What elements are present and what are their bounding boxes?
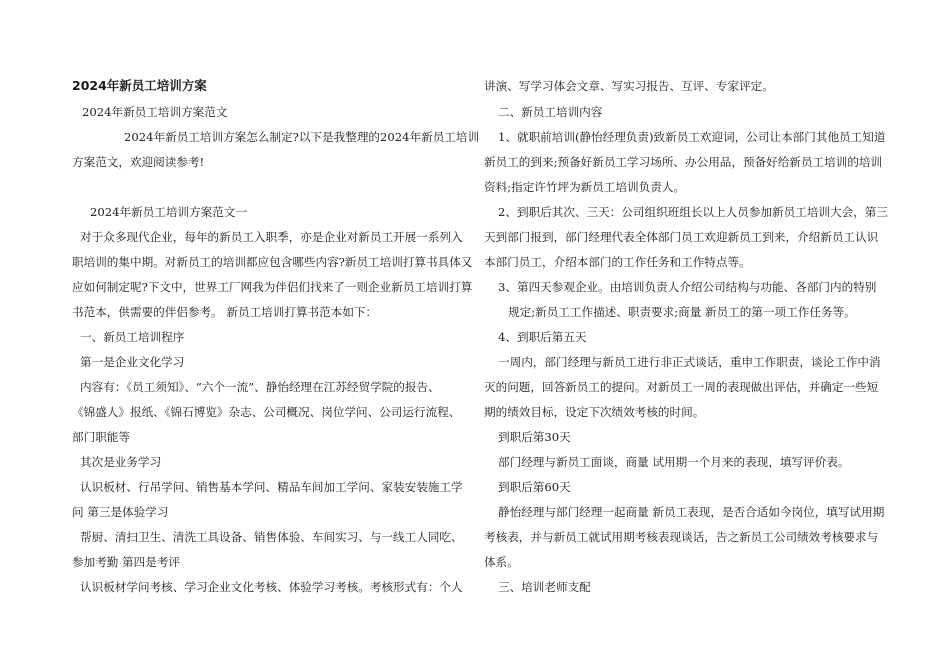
text-line: 认识板材、行吊学问、销售基本学问、精品车间加工学问、家装安装施工学 [80,480,463,494]
text-line: 一、新员工培训程序 [80,330,185,344]
text-line: 书范本，供需要的伴侣参考。 新员工培训打算书范本如下： [72,305,378,319]
text-line: 帮厨、清扫卫生、清洗工具设备、销售体验、车间实习、与一线工人同吃、 [80,530,463,544]
text-line: 第一是企业文化学习 [80,355,185,369]
text-line: 2、到职后其次、三天：公司组织班组长以上人员参加新员工培训大会，第三 [498,205,888,219]
text-line: 体系。 [484,555,519,569]
section-heading: 4、到职后第五天 [498,330,587,344]
section-heading: 2024年新员工培训方案范文一 [90,205,248,219]
text-line: 灭的问题，回答新员工的提问。对新员工一周的表现做出评估，并确定一些短 [484,380,879,394]
text-line: 规定;新员工工作描述、职责要求;商量 新员工的第一项工作任务等。 [508,305,856,319]
text-line: 3、第四天参观企业。由培训负责人介绍公司结构与功能、各部门内的特别 [498,280,877,294]
text-line: 职培训的集中期。对新员工的培训都应包含哪些内容?新员工培训打算书具体又 [72,255,473,269]
text-line: 方案范文，欢迎阅读参考! [72,155,205,169]
text-line: 内容有：《员工须知》、“六个一流”、静怡经理在江苏经贸学院的报告、 [80,380,440,394]
text-line: 天到部门报到，部门经理代表全体部门员工欢迎新员工到来，介绍新员工认识 [484,230,879,244]
document-title: 2024年新员工培训方案 [72,78,207,93]
text-line: 资料;指定许竹坪为新员工培训负责人。 [484,180,686,194]
text-line: 部门经理与新员工面谈，商量 试用期一个月来的表现，填写评价表。 [498,455,850,469]
text-line: 认识板材学问考核、学习企业文化考核、体验学习考核。考核形式有：个人 [80,580,463,594]
text-line: 静怡经理与部门经理一起商量 新员工表现，是否合适如今岗位，填写试用期 [498,505,885,519]
text-line: 一周内，部门经理与新员工进行非正式谈话，重申工作职责，谈论工作中消 [498,355,881,369]
text-line: 部门职能等 [72,430,130,444]
text-line: 讲演、写学习体会文章、写实习报告、互评、专家评定。 [484,79,774,93]
text-line: 《锦盛人》报纸、《锦石博览》杂志、公司概况、岗位学问、公司运行流程、 [72,405,461,419]
section-heading: 三、培训老师支配 [498,580,591,594]
section-heading: 到职后第60天 [498,480,571,494]
text-line: 对于众多现代企业，每年的新员工入职季，亦是企业对新员工开展一系列入 [80,230,463,244]
section-heading: 二、新员工培训内容 [498,105,603,119]
text-line: 应如何制定呢?下文中，世界工厂网我为伴侣们找来了一则企业新员工培训打算 [72,280,473,294]
text-line: 其次是业务学习 [80,455,162,469]
text-line: 参加考勤 第四是考评 [72,555,181,569]
section-heading: 到职后第30天 [498,430,571,444]
text-line: 2024年新员工培训方案怎么制定?以下是我整理的2024年新员工培训 [124,130,480,144]
text-line: 考核表，并与新员工就试用期考核表现谈话，告之新员工公司绩效考核要求与 [484,530,879,544]
text-line: 1、就职前培训(静怡经理负责)致新员工欢迎词，公司让本部门其他员工知道 [498,130,886,144]
text-line: 本部门员工，介绍本部门的工作任务和工作特点等。 [484,255,751,269]
text-line: 期的绩效目标，设定下次绩效考核的时间。 [484,405,705,419]
subtitle-line: 2024年新员工培训方案范文 [82,105,228,119]
text-line: 新员工的到来;预备好新员工学习场所、办公用品，预备好给新员工培训的培训 [484,155,883,169]
text-line: 问 第三是体验学习 [72,505,169,519]
